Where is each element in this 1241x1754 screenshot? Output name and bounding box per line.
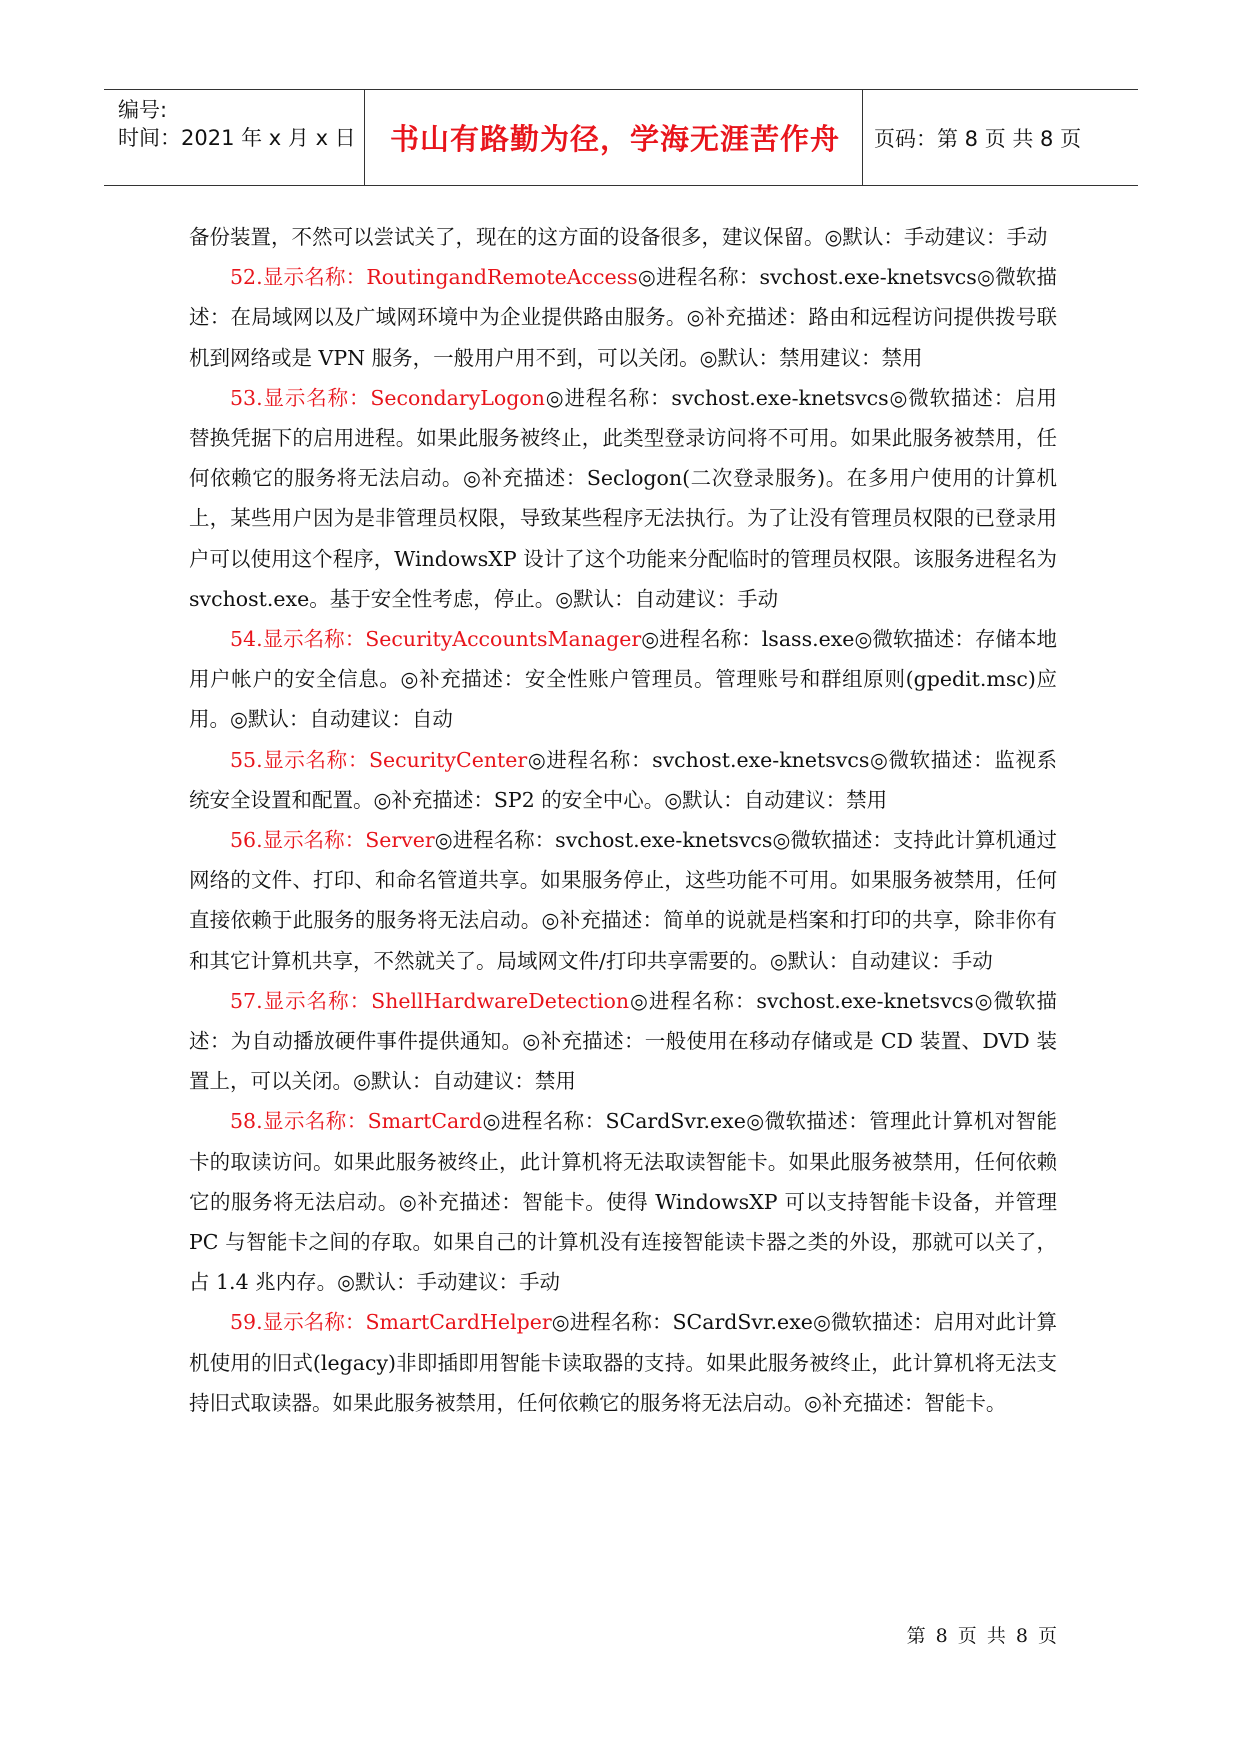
entry-service-name: SmartCardHelper (365, 1310, 552, 1335)
entry-description: ◎进程名称：svchost.exe-knetsvcs◎微软描述：为自动播放硬件事件提供通知。◎补充描述：一般使用在移动存储或是 CD 装置、DVD 装置上，可以关闭。◎默认：自动建议：禁用 (189, 988, 1058, 1094)
entry-service-name: SmartCard (367, 1109, 483, 1134)
entry-description: ◎进程名称：svchost.exe-knetsvcs◎微软描述：支持此计算机通过网络的文件、打印、和命名管道共享。如果服务停止，这些功能不可用。如果服务被禁用，任何直接依赖于此服务的服务将无法启动。◎补充描述：简单的说就是档案和打印的共享，除非你有和其它计算机共享，不然就关了。局域网文件/打印共享需要的。◎默认：自动建议：手动 (189, 828, 1058, 973)
number-label: 编号: (118, 98, 168, 122)
entry-service-name: Server (365, 828, 435, 853)
intro-paragraph: 备份装置，不然可以尝试关了，现在的这方面的设备很多，建议保留。◎默认：手动建议：手动 (189, 225, 1048, 249)
service-entry (189, 619, 1057, 740)
entry-number: 57. (230, 988, 263, 1013)
service-entries (189, 257, 1057, 1423)
document-body (189, 217, 1057, 1423)
header-motto: 书山有路勤为径，学海无涯苦作舟 (389, 122, 840, 156)
entry-display-label: 显示名称： (262, 385, 371, 410)
entry-number: 53. (230, 385, 263, 410)
service-entry (189, 740, 1057, 820)
header-meta (118, 96, 356, 152)
entry-description: ◎进程名称：svchost.exe-knetsvcs◎微软描述：在局域网以及广域网环境中为企业提供路由服务。◎补充描述：路由和远程访问提供拨号联机到网络或是 VPN 服务，一般用户用不到，可以关闭。◎默认：禁用建议：禁用 (189, 265, 1058, 370)
page-footer: 第 8 页 共 8 页 (906, 1625, 1057, 1647)
entry-service-name: ShellHardwareDetection (371, 988, 630, 1013)
header-divider-left (364, 90, 365, 185)
entry-description: ◎进程名称：svchost.exe-knetsvcs◎微软描述：监视系统安全设置和配置。◎补充描述：SP2 的安全中心。◎默认：自动建议：禁用 (189, 747, 1058, 812)
entry-description: ◎进程名称：SCardSvr.exe◎微软描述：启用对此计算机使用的旧式(legacy)非即插即用智能卡读取器的支持。如果此服务被终止，此计算机将无法支持旧式取读器。如果此服务被禁用，任何依赖它的服务将无法启动。◎补充描述：智能卡。 (189, 1310, 1058, 1415)
service-entry (189, 1302, 1057, 1423)
entry-display-label: 显示名称： (262, 747, 369, 772)
service-entry (189, 1101, 1057, 1302)
entry-display-label: 显示名称： (262, 988, 372, 1013)
entry-service-name: SecurityCenter (368, 747, 528, 772)
entry-service-name: RoutingandRemoteAccess (366, 265, 638, 290)
entry-description: ◎进程名称：SCardSvr.exe◎微软描述：管理此计算机对智能卡的取读访问。如果此服务被终止，此计算机将无法取读智能卡。如果此服务被禁用，任何依赖它的服务将无法启动。◎补充描述：智能卡。使得 WindowsXP 可以支持智能卡设备，并管理 PC 与智能卡之间的存取。如果自己的计算机没有连接智能读卡器之类的外设，那就可以关了，占 1.4 兆内存。◎默认：手动建议：手动 (189, 1109, 1057, 1295)
entry-number: 54. (230, 627, 263, 652)
page-header (104, 89, 1138, 186)
entry-display-label: 显示名称： (262, 265, 367, 290)
entry-description: ◎进程名称：svchost.exe-knetsvcs◎微软描述：启用替换凭据下的启用进程。如果此服务被终止，此类型登录访问将不可用。如果此服务被禁用，任何依赖它的服务将无法启动。◎补充描述：Seclogon(二次登录服务)。在多用户使用的计算机上，某些用户因为是非管理员权限，导致某些程序无法执行。为了让没有管理员权限的已登录用户可以使用这个程序，WindowsXP 设计了这个功能来分配临时的管理员权限。该服务进程名为 svchost.exe。基于安全性考虑，停止。◎默认：自动建议：手动 (189, 385, 1058, 611)
service-entry (189, 820, 1057, 981)
entry-service-name: SecondaryLogon (370, 385, 545, 410)
time-label: 时间：2021 年 x 月 x 日 (118, 126, 356, 150)
entry-service-name: SecurityAccountsManager (365, 627, 642, 652)
entry-display-label: 显示名称： (262, 1310, 366, 1335)
entry-description: ◎进程名称：lsass.exe◎微软描述：存储本地用户帐户的安全信息。◎补充描述：安全性账户管理员。管理账号和群组原则(gpedit.msc)应用。◎默认：自动建议：自动 (189, 627, 1058, 732)
entry-number: 58. (230, 1109, 263, 1134)
entry-display-label: 显示名称： (262, 1109, 368, 1134)
entry-display-label: 显示名称： (262, 828, 366, 853)
entry-number: 59. (230, 1310, 263, 1335)
service-entry (189, 257, 1057, 378)
entry-number: 56. (230, 828, 263, 853)
entry-display-label: 显示名称： (262, 627, 366, 652)
entry-number: 55. (230, 747, 263, 772)
entry-number: 52. (230, 265, 263, 290)
service-entry (189, 981, 1057, 1102)
header-divider-right (862, 90, 863, 185)
service-entry (189, 378, 1057, 619)
header-page-number: 页码：第 8 页 共 8 页 (874, 126, 1082, 151)
